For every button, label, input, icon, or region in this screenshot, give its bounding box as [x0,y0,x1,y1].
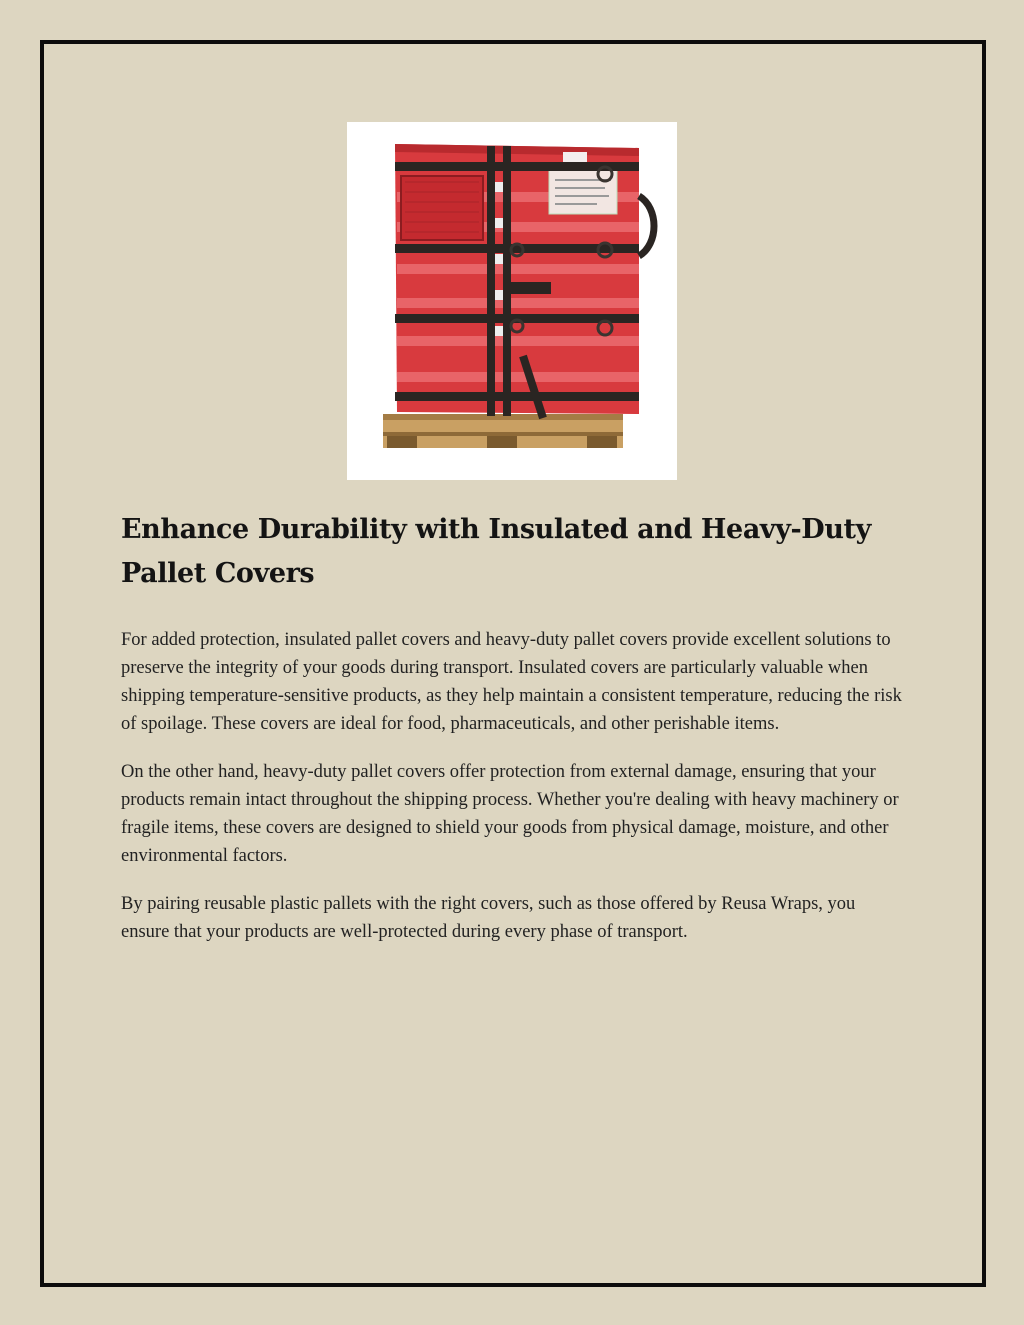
insulated-cover [395,144,654,418]
article-heading: Enhance Durability with Insulated and Heavy-Duty Pallet Covers [121,514,871,589]
paragraph-insulated-covers: For added protection, insulated pallet covers and heavy-duty pallet covers provide excellent solutions to preserve the integrity of your goods during transport. Insulated covers are particularly valuable when shipping temperature-sensitive products, as they help maintain a consistent temperature, reducing the risk of spoilage. These covers are ideal for food, pharmaceuticals, and other perishable items. [121,630,902,734]
wooden-pallet [383,414,623,448]
article-body [121,508,906,966]
paragraph-heavy-duty-covers: On the other hand, heavy-duty pallet covers offer protection from external damage, ensuring that your products remain intact throughout the shipping process. Whether you're dealing with heavy machinery or fragile items, these covers are designed to shield your goods from physical damage, moisture, and other environmental factors. [121,762,899,866]
paragraph-reusable-pallets: By pairing reusable plastic pallets with the right covers, such as those offered by Reusa Wraps, you ensure that your products are well-protected during every phase of transport. [121,894,856,942]
pallet-cover-image [347,122,677,480]
